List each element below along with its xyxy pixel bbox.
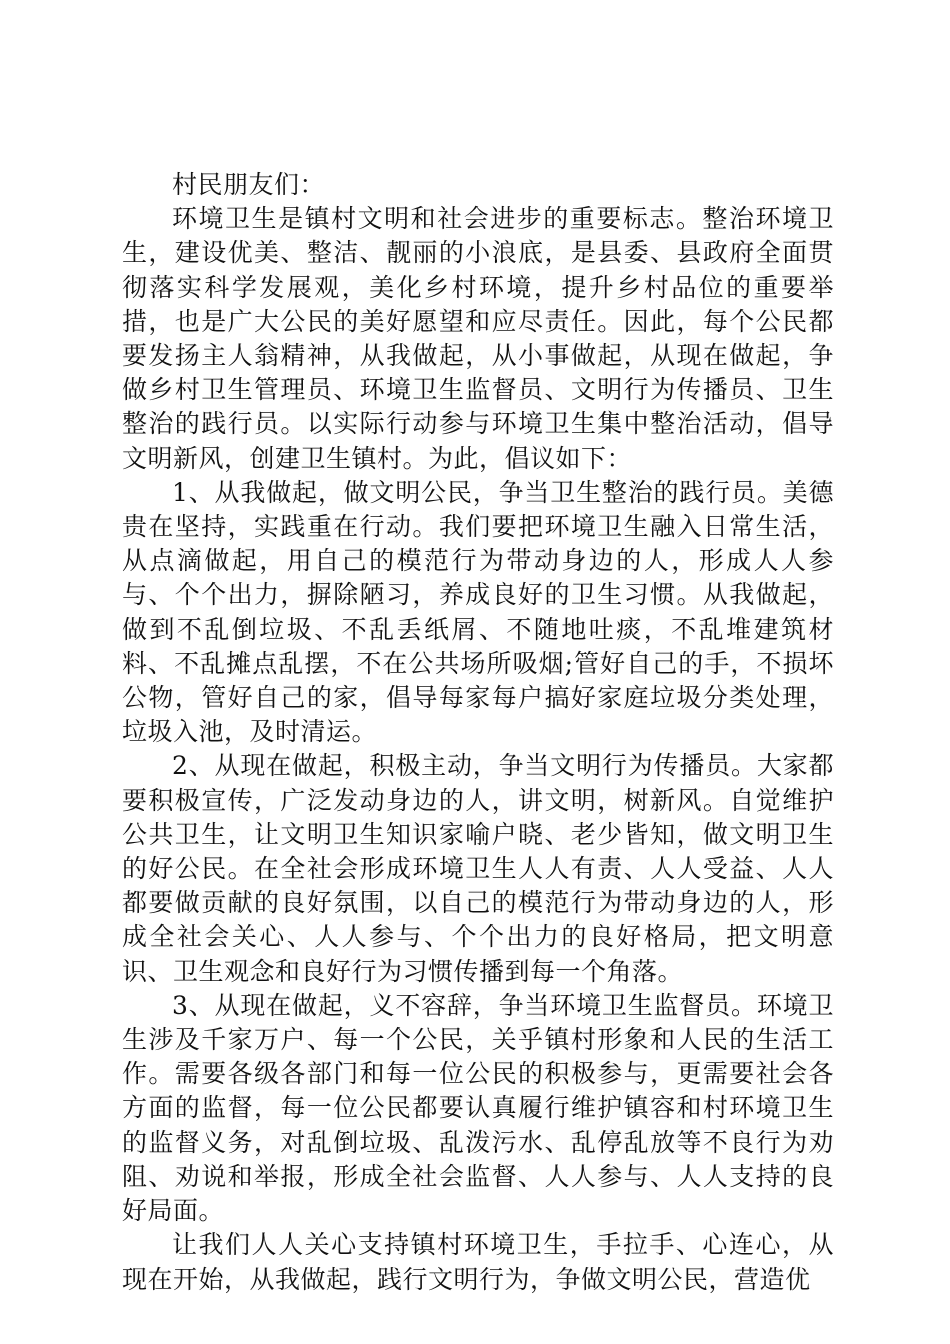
paragraph-item-1: 1、从我做起，做文明公民，争当卫生整治的践行员。美德贵在坚持，实践重在行动。我们要把环境卫生融入日常生活，从点滴做起，用自己的模范行为带动身边的人，形成人人参与、个个出力，摒除陋习，养成良好的卫生习惯。从我做起，做到不乱倒垃圾、不乱丢纸屑、不随地吐痰，不乱堆建筑材料、不乱摊点乱摆，不在公共场所吸烟;管好自己的手，不损坏公物，管好自己的家，倡导每家每户搞好家庭垃圾分类处理，垃圾入池，及时清运。 [122,477,834,747]
paragraph-intro: 环境卫生是镇村文明和社会进步的重要标志。整治环境卫生，建设优美、整洁、靓丽的小浪底，是县委、县政府全面贯彻落实科学发展观，美化乡村环境，提升乡村品位的重要举措，也是广大公民的美好愿望和应尽责任。因此，每个公民都要发扬主人翁精神，从我做起，从小事做起，从现在做起，争做乡村卫生管理员、环境卫生监督员、文明行为传播员、卫生整治的践行员。以实际行动参与环境卫生集中整治活动，倡导文明新风，创建卫生镇村。为此，倡议如下： [122,204,834,473]
paragraph-closing: 让我们人人关心支持镇村环境卫生，手拉手、心连心，从现在开始，从我做起，践行文明行为，争做文明公民，营造优 [122,1230,834,1294]
document-body [122,168,834,1297]
paragraph-item-2: 2、从现在做起，积极主动，争当文明行为传播员。大家都要积极宣传，广泛发动身边的人，讲文明，树新风。自觉维护公共卫生，让文明卫生知识家喻户晓、老少皆知，做文明卫生的好公民。在全社会形成环境卫生人人有责、人人受益、人人都要做贡献的良好氛围，以自己的模范行为带动身边的人，形成全社会关心、人人参与、个个出力的良好格局，把文明意识、卫生观念和良好行为习惯传播到每一个角落。 [122,751,834,986]
greeting: 村民朋友们： [172,170,326,199]
paragraph-item-3: 3、从现在做起，义不容辞，争当环境卫生监督员。环境卫生涉及千家万户、每一个公民，关乎镇村形象和人民的生活工作。需要各级各部门和每一位公民的积极参与，更需要社会各方面的监督，每一位公民都要认真履行维护镇容和村环境卫生的监督义务，对乱倒垃圾、乱泼污水、乱停乱放等不良行为劝阻、劝说和举报，形成全社会监督、人人参与、人人支持的良好局面。 [122,990,834,1226]
